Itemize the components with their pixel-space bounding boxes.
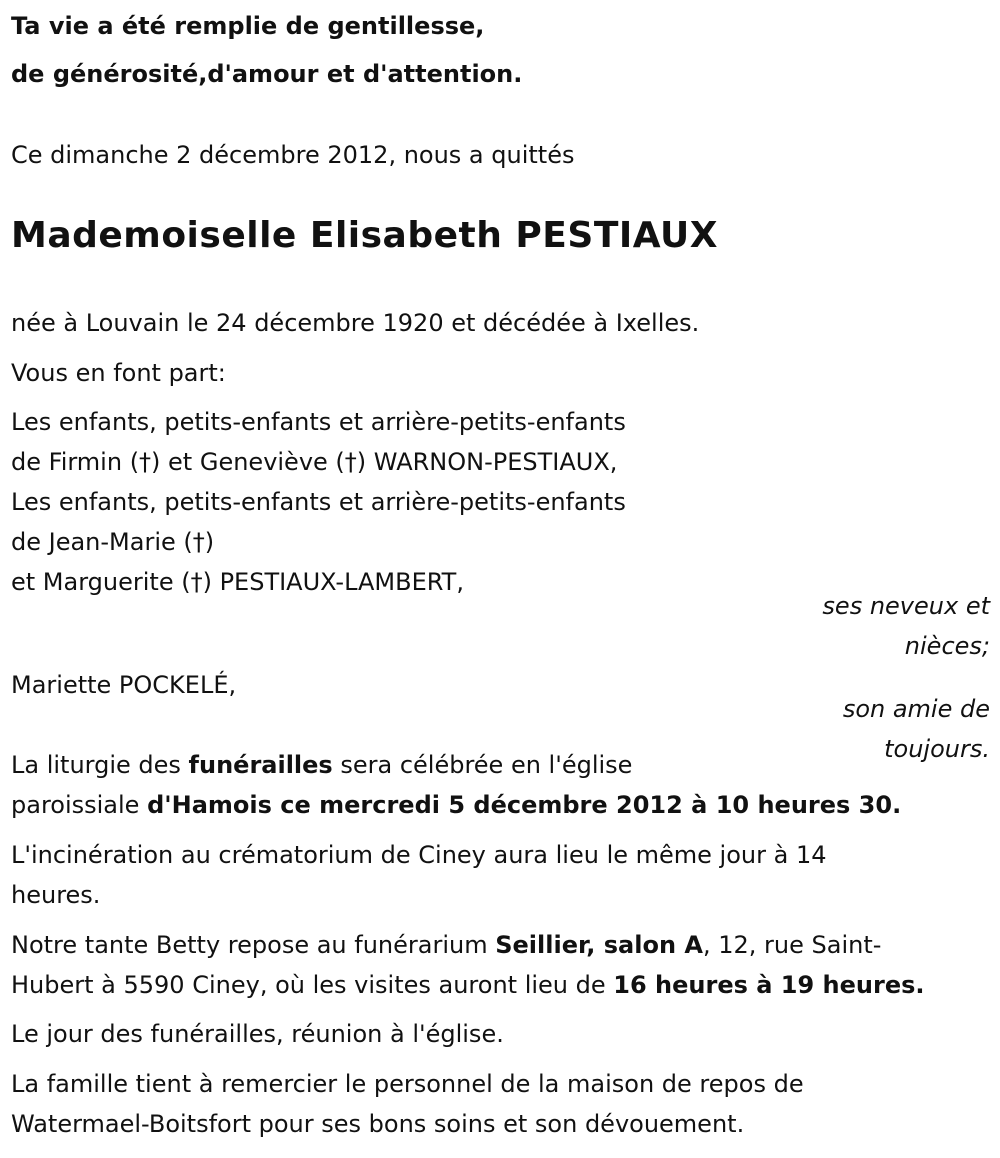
announcement: Ce dimanche 2 décembre 2012, nous a quittés xyxy=(11,141,575,169)
family-relation-line-1: ses neveux et xyxy=(822,592,990,620)
viewing-text-1: Notre tante Betty repose au funérarium xyxy=(11,931,496,959)
family-line-4: de Jean-Marie (†) xyxy=(11,528,215,556)
viewing-bold-2: 16 heures à 19 heures. xyxy=(613,971,925,999)
family-line-5: et Marguerite (†) PESTIAUX-LAMBERT, xyxy=(11,568,464,596)
viewing-line-2 xyxy=(11,965,925,1005)
family-line-2: de Firmin (†) et Geneviève (†) WARNON-PESTIAUX, xyxy=(11,448,618,476)
deceased-name: Mademoiselle Elisabeth PESTIAUX xyxy=(11,215,719,256)
part-intro: Vous en font part: xyxy=(11,359,226,387)
funeral-text-1: La liturgie des xyxy=(11,751,189,779)
funeral-bold-2: d'Hamois ce mercredi 5 décembre 2012 à 10 heures 30. xyxy=(147,791,902,819)
friend-name: Mariette POCKELÉ, xyxy=(11,671,237,699)
viewing-text-3: Hubert à 5590 Ciney, où les visites auront lieu de xyxy=(11,971,614,999)
cremation-line-1: L'incinération au crématorium de Ciney aura lieu le même jour à 14 xyxy=(11,841,827,869)
funeral-line-1 xyxy=(11,745,632,785)
viewing-text-2: , 12, rue Saint- xyxy=(702,931,882,959)
epigraph-line-2: de générosité,d'amour et d'attention. xyxy=(11,60,523,88)
family-line-1: Les enfants, petits-enfants et arrière-petits-enfants xyxy=(11,408,626,436)
thanks-line-1: La famille tient à remercier le personnel de la maison de repos de xyxy=(11,1070,804,1098)
friend-relation-line-1: son amie de xyxy=(842,695,990,723)
birth-death: née à Louvain le 24 décembre 1920 et décédée à Ixelles. xyxy=(11,309,700,337)
family-relation-line-2: nièces; xyxy=(904,632,990,660)
viewing-bold-1: Seillier, salon A xyxy=(495,931,703,959)
family-line-3: Les enfants, petits-enfants et arrière-petits-enfants xyxy=(11,488,626,516)
friend-relation-line-2: toujours. xyxy=(884,735,990,763)
epigraph-line-1: Ta vie a été remplie de gentillesse, xyxy=(11,12,485,40)
cremation-line-2: heures. xyxy=(11,881,101,909)
viewing-line-1 xyxy=(11,925,881,965)
funeral-bold-1: funérailles xyxy=(188,751,333,779)
funeral-line-2 xyxy=(11,785,901,825)
thanks-line-2: Watermael-Boitsfort pour ses bons soins et son dévouement. xyxy=(11,1110,745,1138)
funeral-text-2: sera célébrée en l'église xyxy=(332,751,633,779)
funeral-text-3: paroissiale xyxy=(11,791,148,819)
meeting: Le jour des funérailles, réunion à l'église. xyxy=(11,1020,504,1048)
